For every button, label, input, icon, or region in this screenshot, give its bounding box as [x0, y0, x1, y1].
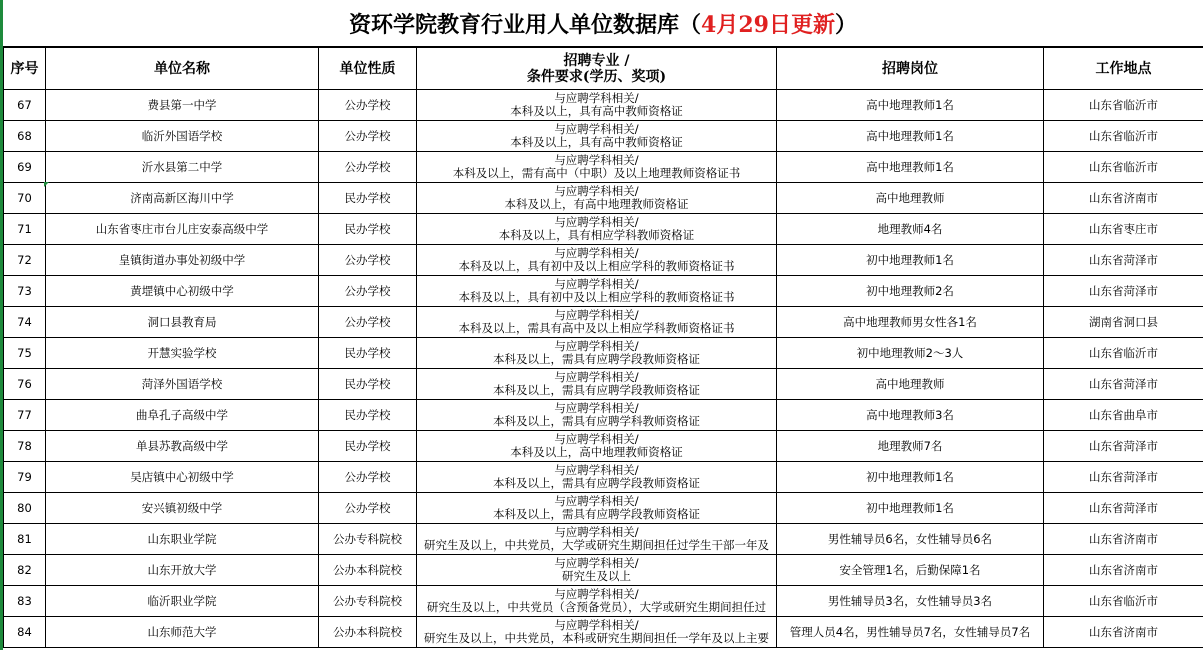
- table-body: [4, 90, 1203, 648]
- cell-seq[interactable]: 69: [4, 152, 46, 183]
- requirements-line2: 本科及以上，需具有高中及以上相应学科教师资格证书: [458, 321, 735, 335]
- cell-unit-name[interactable]: 山东开放大学: [46, 555, 319, 586]
- cell-requirements[interactable]: [417, 90, 777, 121]
- header-position[interactable]: 招聘岗位: [777, 48, 1044, 90]
- cell-location[interactable]: 山东省菏泽市: [1044, 276, 1203, 307]
- cell-unit-name[interactable]: 皇镇街道办事处初级中学: [46, 245, 319, 276]
- sheet-title[interactable]: [3, 0, 1203, 47]
- table-row[interactable]: [4, 338, 1203, 369]
- cell-seq[interactable]: 72: [4, 245, 46, 276]
- header-unit-name[interactable]: 单位名称: [46, 48, 319, 90]
- cell-requirements[interactable]: [417, 431, 777, 462]
- cell-unit-type[interactable]: 公办学校: [319, 152, 417, 183]
- cell-unit-type[interactable]: 公办专科院校: [319, 586, 417, 617]
- cell-unit-name[interactable]: 临沂职业学院: [46, 586, 319, 617]
- requirements-line2: 研究生及以上，中共党员（含预备党员），大学或研究生期间担任过: [426, 600, 767, 614]
- cell-requirements[interactable]: [417, 245, 777, 276]
- cell-requirements[interactable]: [417, 183, 777, 214]
- requirements-line1: 与应聘学科相关/: [554, 463, 639, 477]
- cell-unit-type[interactable]: 民办学校: [319, 214, 417, 245]
- requirements-line1: 与应聘学科相关/: [554, 432, 639, 446]
- cell-requirements[interactable]: [417, 586, 777, 617]
- cell-location[interactable]: 山东省菏泽市: [1044, 462, 1203, 493]
- requirements-line2: 本科及以上，需具有应聘学科教师资格证: [493, 414, 700, 428]
- cell-location[interactable]: 山东省济南市: [1044, 555, 1203, 586]
- cell-unit-type[interactable]: 公办本科院校: [319, 555, 417, 586]
- cell-unit-name[interactable]: 沂水县第二中学: [46, 152, 319, 183]
- header-seq[interactable]: 序号: [4, 48, 46, 90]
- requirements-line1: 与应聘学科相关/: [554, 339, 639, 353]
- cell-position[interactable]: 安全管理1名，后勤保障1名: [777, 555, 1044, 586]
- requirements-line1: 与应聘学科相关/: [554, 277, 639, 291]
- requirements-line1: 与应聘学科相关/: [554, 494, 639, 508]
- cell-position[interactable]: 高中地理教师男女性各1名: [777, 307, 1044, 338]
- cell-requirements[interactable]: [417, 462, 777, 493]
- cell-unit-name[interactable]: 临沂外国语学校: [46, 121, 319, 152]
- cell-unit-type[interactable]: 民办学校: [319, 338, 417, 369]
- cell-position[interactable]: 男性辅导员6名，女性辅导员6名: [777, 524, 1044, 555]
- cell-requirements[interactable]: [417, 276, 777, 307]
- cell-unit-type[interactable]: 公办学校: [319, 307, 417, 338]
- requirements-line1: 与应聘学科相关/: [554, 246, 639, 260]
- cell-unit-name[interactable]: 吴店镇中心初级中学: [46, 462, 319, 493]
- requirements-line2: 本科及以上，高中地理教师资格证: [510, 445, 683, 459]
- cell-requirements[interactable]: [417, 617, 777, 648]
- requirements-line2: 研究生及以上: [562, 569, 631, 583]
- requirements-line2: 研究生及以上，中共党员，大学或研究生期间担任过学生干部一年及: [424, 538, 769, 552]
- requirements-line1: 与应聘学科相关/: [554, 215, 639, 229]
- table-row[interactable]: [4, 214, 1203, 245]
- requirements-line1: 与应聘学科相关/: [554, 587, 639, 601]
- cell-location[interactable]: 山东省菏泽市: [1044, 245, 1203, 276]
- table-row[interactable]: [4, 307, 1203, 338]
- requirements-line2: 本科及以上，需有高中（中职）及以上地理教师资格证书: [452, 166, 741, 180]
- cell-position[interactable]: 初中地理教师1名: [777, 462, 1044, 493]
- cell-requirements[interactable]: [417, 555, 777, 586]
- cell-position[interactable]: 高中地理教师: [777, 369, 1044, 400]
- cell-seq[interactable]: 73: [4, 276, 46, 307]
- table-row[interactable]: [4, 431, 1203, 462]
- cell-unit-name[interactable]: 黄堽镇中心初级中学: [46, 276, 319, 307]
- title-main: 资环学院教育行业用人单位数据库（: [349, 11, 702, 38]
- cell-location[interactable]: 山东省曲阜市: [1044, 400, 1203, 431]
- cell-seq[interactable]: 68: [4, 121, 46, 152]
- cell-unit-type[interactable]: 民办学校: [319, 431, 417, 462]
- table-row[interactable]: [4, 276, 1203, 307]
- cell-unit-name[interactable]: 济南高新区海川中学: [46, 183, 319, 214]
- cell-requirements[interactable]: [417, 121, 777, 152]
- cell-requirements[interactable]: [417, 493, 777, 524]
- requirements-line2: 研究生及以上，中共党员，本科或研究生期间担任一学年及以上主要: [424, 631, 769, 645]
- requirements-line1: 与应聘学科相关/: [554, 308, 639, 322]
- cell-seq[interactable]: 83: [4, 586, 46, 617]
- table-row[interactable]: [4, 555, 1203, 586]
- cell-seq[interactable]: 74: [4, 307, 46, 338]
- cell-requirements[interactable]: [417, 400, 777, 431]
- cell-unit-type[interactable]: 公办学校: [319, 245, 417, 276]
- cell-unit-type[interactable]: 民办学校: [319, 183, 417, 214]
- header-row: [4, 48, 1203, 90]
- cell-location[interactable]: 山东省菏泽市: [1044, 431, 1203, 462]
- requirements-line2: 本科及以上，需具有应聘学段教师资格证: [493, 507, 700, 521]
- cell-position[interactable]: 管理人员4名，男性辅导员7名，女性辅导员7名: [777, 617, 1044, 648]
- header-requirements[interactable]: [417, 48, 777, 90]
- requirements-line2: 本科及以上，需具有应聘学段教师资格证: [493, 383, 700, 397]
- cell-seq[interactable]: 70: [4, 183, 46, 214]
- cell-unit-name[interactable]: 曲阜孔子高级中学: [46, 400, 319, 431]
- cell-position[interactable]: 初中地理教师2名: [777, 276, 1044, 307]
- cell-seq[interactable]: 77: [4, 400, 46, 431]
- cell-location[interactable]: 山东省临沂市: [1044, 338, 1203, 369]
- cell-requirements[interactable]: [417, 524, 777, 555]
- table-row[interactable]: [4, 524, 1203, 555]
- data-table: [3, 47, 1203, 648]
- cell-unit-type[interactable]: 公办本科院校: [319, 617, 417, 648]
- cell-seq[interactable]: 84: [4, 617, 46, 648]
- cell-unit-type[interactable]: 公办学校: [319, 276, 417, 307]
- cell-unit-name[interactable]: 费县第一中学: [46, 90, 319, 121]
- cell-seq[interactable]: 78: [4, 431, 46, 462]
- requirements-line2: 本科及以上，具有高中教师资格证: [510, 104, 683, 118]
- requirements-line1: 与应聘学科相关/: [554, 153, 639, 167]
- cell-seq[interactable]: 71: [4, 214, 46, 245]
- cell-seq[interactable]: 76: [4, 369, 46, 400]
- cell-position[interactable]: 高中地理教师3名: [777, 400, 1044, 431]
- cell-location[interactable]: 山东省临沂市: [1044, 152, 1203, 183]
- cell-unit-name[interactable]: 山东省枣庄市台儿庄安泰高级中学: [46, 214, 319, 245]
- cell-location[interactable]: 湖南省洞口县: [1044, 307, 1203, 338]
- cell-position[interactable]: 高中地理教师1名: [777, 90, 1044, 121]
- cell-unit-name[interactable]: 安兴镇初级中学: [46, 493, 319, 524]
- table-row[interactable]: [4, 617, 1203, 648]
- table-row[interactable]: [4, 90, 1203, 121]
- requirements-line2: 本科及以上，有高中地理教师资格证: [504, 197, 689, 211]
- cell-location[interactable]: 山东省济南市: [1044, 524, 1203, 555]
- requirements-line2: 本科及以上，需具有应聘学段教师资格证: [493, 476, 700, 490]
- cell-location[interactable]: 山东省枣庄市: [1044, 214, 1203, 245]
- table-row[interactable]: [4, 245, 1203, 276]
- requirements-line2: 本科及以上，具有高中教师资格证: [510, 135, 683, 149]
- cell-unit-type[interactable]: 公办学校: [319, 90, 417, 121]
- title-end: ）: [834, 11, 857, 38]
- cell-seq[interactable]: 80: [4, 493, 46, 524]
- table-row[interactable]: [4, 400, 1203, 431]
- cell-requirements[interactable]: [417, 214, 777, 245]
- cell-position[interactable]: 初中地理教师1名: [777, 245, 1044, 276]
- header-requirements-line1: 招聘专业 /: [563, 52, 630, 69]
- table-row[interactable]: [4, 121, 1203, 152]
- cell-seq[interactable]: 81: [4, 524, 46, 555]
- cell-location[interactable]: 山东省临沂市: [1044, 586, 1203, 617]
- cell-seq[interactable]: 75: [4, 338, 46, 369]
- table-row[interactable]: [4, 369, 1203, 400]
- cell-unit-type[interactable]: 公办学校: [319, 462, 417, 493]
- cell-requirements[interactable]: [417, 369, 777, 400]
- cell-unit-type[interactable]: 公办专科院校: [319, 524, 417, 555]
- cell-requirements[interactable]: [417, 152, 777, 183]
- cell-seq[interactable]: 82: [4, 555, 46, 586]
- cell-unit-name[interactable]: 菏泽外国语学校: [46, 369, 319, 400]
- cell-unit-type[interactable]: 公办学校: [319, 121, 417, 152]
- cell-unit-name[interactable]: 山东职业学院: [46, 524, 319, 555]
- table-row[interactable]: [4, 462, 1203, 493]
- cell-unit-name[interactable]: 山东师范大学: [46, 617, 319, 648]
- title-update-date: 4月29日更新: [701, 11, 835, 38]
- cell-location[interactable]: 山东省临沂市: [1044, 90, 1203, 121]
- cell-position[interactable]: 初中地理教师2～3人: [777, 338, 1044, 369]
- cell-location[interactable]: 山东省临沂市: [1044, 121, 1203, 152]
- cell-position[interactable]: 男性辅导员3名，女性辅导员3名: [777, 586, 1044, 617]
- cell-position[interactable]: 高中地理教师1名: [777, 152, 1044, 183]
- requirements-line2: 本科及以上，具有相应学科教师资格证: [498, 228, 695, 242]
- requirements-line1: 与应聘学科相关/: [554, 91, 639, 105]
- header-unit-type[interactable]: 单位性质: [319, 48, 417, 90]
- requirements-line1: 与应聘学科相关/: [554, 556, 639, 570]
- cell-position[interactable]: 地理教师4名: [777, 214, 1044, 245]
- cell-unit-name[interactable]: 洞口县教育局: [46, 307, 319, 338]
- requirements-line1: 与应聘学科相关/: [554, 122, 639, 136]
- cell-unit-name[interactable]: 单县苏教高级中学: [46, 431, 319, 462]
- cell-position[interactable]: 高中地理教师1名: [777, 121, 1044, 152]
- cell-location[interactable]: 山东省济南市: [1044, 617, 1203, 648]
- requirements-line1: 与应聘学科相关/: [554, 370, 639, 384]
- cell-unit-type[interactable]: 民办学校: [319, 369, 417, 400]
- table-row[interactable]: [4, 152, 1203, 183]
- requirements-line1: 与应聘学科相关/: [554, 184, 639, 198]
- header-requirements-line2: 条件要求(学历、奖项): [526, 68, 667, 85]
- cell-requirements[interactable]: [417, 338, 777, 369]
- requirements-line2: 本科及以上，需具有应聘学段教师资格证: [493, 352, 700, 366]
- cell-seq[interactable]: 79: [4, 462, 46, 493]
- table-row[interactable]: [4, 183, 1203, 214]
- table-row[interactable]: [4, 493, 1203, 524]
- cell-unit-type[interactable]: 公办学校: [319, 493, 417, 524]
- cell-position[interactable]: 初中地理教师1名: [777, 493, 1044, 524]
- requirements-line1: 与应聘学科相关/: [554, 525, 639, 539]
- cell-location[interactable]: 山东省菏泽市: [1044, 493, 1203, 524]
- header-location[interactable]: 工作地点: [1044, 48, 1203, 90]
- cell-location[interactable]: 山东省菏泽市: [1044, 369, 1203, 400]
- requirements-line1: 与应聘学科相关/: [554, 618, 639, 632]
- cell-seq[interactable]: 67: [4, 90, 46, 121]
- cell-unit-name[interactable]: 开慧实验学校: [46, 338, 319, 369]
- table-row[interactable]: [4, 586, 1203, 617]
- cell-comment-marker: [44, 182, 49, 187]
- cell-position[interactable]: 地理教师7名: [777, 431, 1044, 462]
- cell-requirements[interactable]: [417, 307, 777, 338]
- cell-position[interactable]: 高中地理教师: [777, 183, 1044, 214]
- requirements-line2: 本科及以上，具有初中及以上相应学科的教师资格证书: [458, 290, 735, 304]
- requirements-line2: 本科及以上，具有初中及以上相应学科的教师资格证书: [458, 259, 735, 273]
- cell-location[interactable]: 山东省济南市: [1044, 183, 1203, 214]
- cell-unit-type[interactable]: 民办学校: [319, 400, 417, 431]
- requirements-line1: 与应聘学科相关/: [554, 401, 639, 415]
